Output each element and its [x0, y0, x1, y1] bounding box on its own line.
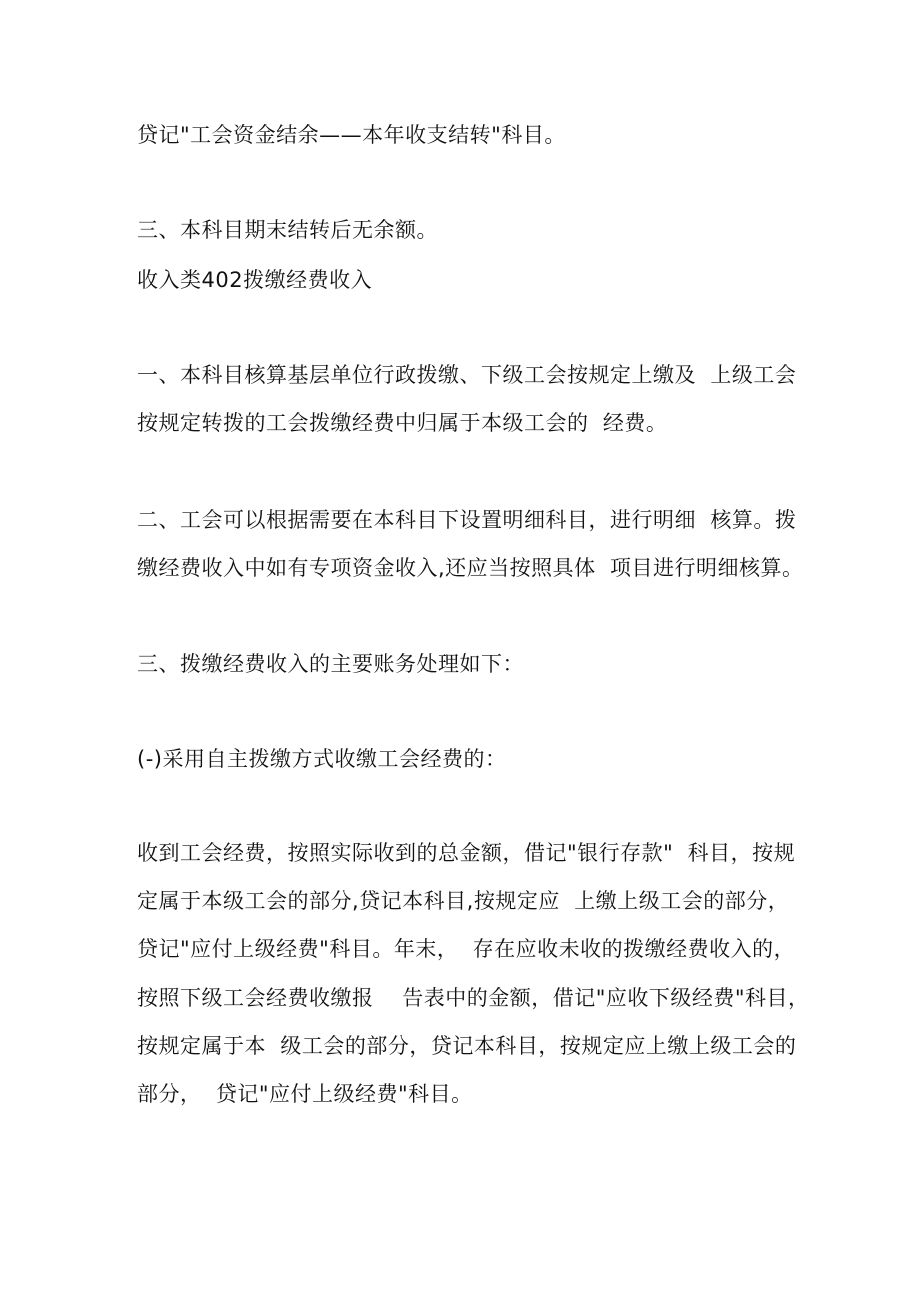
text-line-6: 二、工会可以根据需要在本科目下设置明细科目，进行明细 核算。拨: [137, 508, 797, 532]
section-heading: 收入类402拨缴经费收入: [137, 268, 373, 292]
text-line-15: 部分， 贷记"应付上级经费"科目。: [137, 1082, 473, 1106]
text-line-4: 一、本科目核算基层单位行政拨缴、下级工会按规定上缴及 上级工会: [137, 363, 797, 387]
text-line-2: 三、本科目期末结转后无余额。: [137, 218, 438, 242]
text-line-8: 三、拨缴经费收入的主要账务处理如下：: [137, 652, 524, 676]
text-line-13: 按照下级工会经费收缴报 告表中的金额，借记"应收下级经费"科目，: [137, 986, 810, 1010]
text-line-9: (-)采用自主拨缴方式收缴工会经费的：: [137, 747, 507, 771]
text-line-12: 贷记"应付上级经费"科目。年末， 存在应收未收的拨缴经费收入的，: [137, 937, 796, 961]
text-line-5: 按规定转拨的工会拨缴经费中归属于本级工会的 经费。: [137, 411, 668, 435]
text-line-7: 缴经费收入中如有专项资金收入,还应当按照具体 项目进行明细核算。: [137, 556, 804, 580]
text-line-11: 定属于本级工会的部分,贷记本科目,按规定应 上缴上级工会的部分，: [137, 889, 790, 913]
text-line-10: 收到工会经费，按照实际收到的总金额，借记"银行存款" 科目，按规: [137, 841, 796, 865]
text-line-14: 按规定属于本 级工会的部分，贷记本科目，按规定应上缴上级工会的: [137, 1034, 797, 1058]
text-line-1: 贷记"工会资金结余——本年收支结转"科目。: [137, 123, 566, 147]
